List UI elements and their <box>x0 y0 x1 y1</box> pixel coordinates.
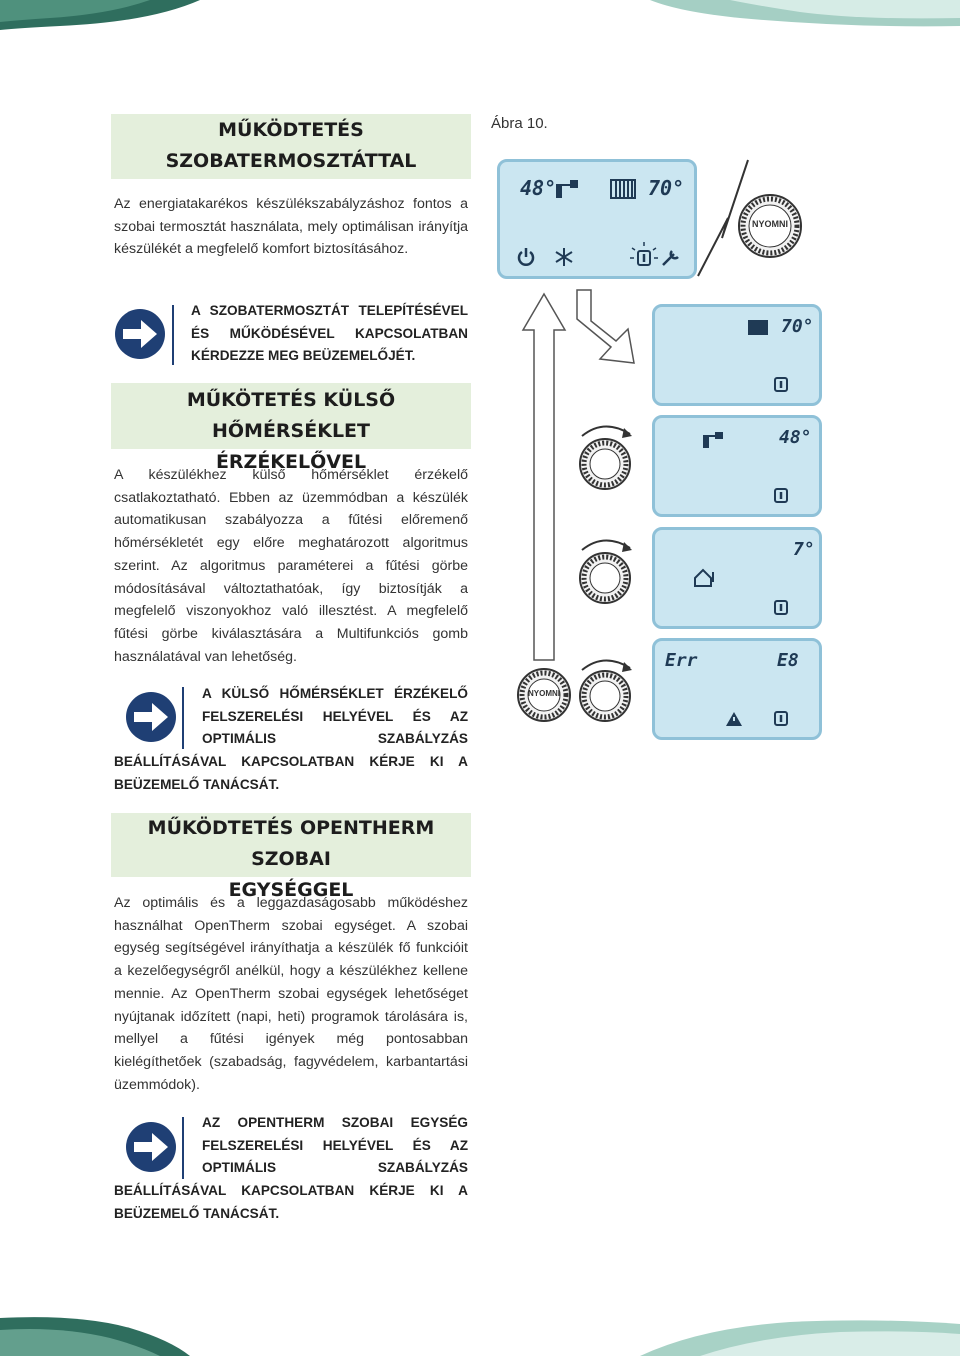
up-arrow-icon <box>520 290 568 662</box>
section-title-line: ÉRZÉKELŐVEL <box>215 451 367 473</box>
house-icon <box>693 568 717 588</box>
note-divider <box>182 1117 184 1179</box>
info-icon <box>773 600 789 616</box>
section-title-box <box>111 114 471 179</box>
power-icon <box>516 247 536 267</box>
screen-value: 48° <box>779 427 812 448</box>
radiator-icon <box>610 178 638 200</box>
knob-label: NYOMNI <box>752 219 788 229</box>
section-title-box <box>111 813 471 901</box>
arrow-right-icon <box>124 1120 178 1174</box>
display-screen <box>652 304 822 406</box>
note-line: FELSZERELÉSI HELYÉVEL ÉS AZ <box>202 1137 468 1153</box>
warning-icon <box>725 711 743 727</box>
ch-temperature: 70° <box>648 176 685 200</box>
radiator-icon <box>747 319 771 337</box>
note-line: FELSZERELÉSI HELYÉVEL ÉS AZ <box>202 708 468 724</box>
note-line: A KÜLSŐ HŐMÉRSÉKLET ÉRZÉKELŐ <box>202 686 468 701</box>
section-paragraph: A készülékhez külső hőmérséklet érzékelő csatlakoztatható. Ebben az üzemmódban a készülék automatikusan szabályozza a fűtési előremenő hőmérsékletét egy előre meghatározott algoritmus szerint. Az algoritmus paraméterei a fűtési görbe módosításával változtathatóak, így biztosítják a megfelelő viszonyokhoz való illesztést. A megfelelő fűtési görbe kiválasztására a Multifunkciós gomb használatával van lehetőség. <box>114 467 468 665</box>
section-title-line: MŰKÖDTETÉS <box>218 119 364 141</box>
section-title-line: SZOBATERMOSZTÁTTAL <box>165 150 417 172</box>
arrow-right-icon <box>124 690 178 744</box>
rotation-knob[interactable] <box>574 654 636 726</box>
note-text: BEÁLLÍTÁSÁVAL KAPCSOLATBAN KÉRJE KI A BEÜZEMELŐ TANÁCSÁT. <box>114 754 468 792</box>
note-divider <box>172 305 174 365</box>
note-divider <box>182 687 184 749</box>
display-screen <box>652 415 822 517</box>
section-title-box <box>111 383 471 473</box>
display-screen <box>652 638 822 740</box>
corner-decoration-bottom-left <box>0 1314 190 1356</box>
section-paragraph: Az optimális és a leggazdaságosabb működéshez használhat OpenTherm szobai egységet. A szobai egység segítségével irányíthatja a készülék fő funkcióit a kezelőegységről anélkül, hogy a készülékhez kellene mennie. Az OpenTherm szobai egységek lehetőséget nyújtanak időzített (napi, heti) programok tárolására is, mellyel a fűtési igények még pontosabban kielégíthetőek (szabadság, fagyvédelem, karbantartási üzemmódok). <box>114 895 468 1093</box>
arrow-right-icon <box>113 307 167 361</box>
tap-icon <box>701 430 727 450</box>
figure-label: Ábra 10. <box>491 115 548 132</box>
section-title-line: MŰKÖDTETÉS OPENTHERM SZOBAI <box>147 817 435 870</box>
info-icon <box>773 488 789 504</box>
corner-decoration-bottom-right <box>640 1314 960 1356</box>
screen-value: E8 <box>777 650 799 671</box>
screen-value: 7° <box>793 539 815 560</box>
section-paragraph: Az energiatakarékos készülékszabályzáshoz fontos a szobai termosztát használata, mely optimálisan irányítja készülékét a megfelelő komfort biztosításához. <box>114 196 468 258</box>
dhw-temperature: 48° <box>520 176 557 200</box>
corner-decoration-top-right <box>650 0 960 30</box>
display-screen <box>652 527 822 629</box>
info-icon <box>773 377 789 393</box>
wrench-icon <box>660 248 682 268</box>
tap-icon <box>554 178 584 200</box>
info-icon <box>773 711 789 727</box>
note-text <box>202 1112 468 1180</box>
corner-decoration-top-left <box>0 0 200 30</box>
section-title-line: EGYSÉGGEL <box>228 879 354 901</box>
note-text <box>202 683 468 751</box>
knob-label: NYOMNI <box>528 689 560 698</box>
rotation-knob[interactable] <box>574 534 636 606</box>
note-text: BEÁLLÍTÁSÁVAL KAPCSOLATBAN KÉRJE KI A BEÜZEMELŐ TANÁCSÁT. <box>114 1183 468 1221</box>
section-title-line: MŰKÖTETÉS KÜLSŐ HŐMÉRSÉKLET <box>186 389 396 442</box>
rotation-knob[interactable] <box>574 420 636 492</box>
note-text: A SZOBATERMOSZTÁT TELEPÍTÉSÉVEL ÉS MŰKÖDÉSÉVEL KAPCSOLATBAN KÉRDEZZE MEG BEÜZEMELŐJÉT. <box>191 303 468 364</box>
info-icon <box>628 240 660 270</box>
note-line: AZ OPENTHERM SZOBAI EGYSÉG <box>202 1115 468 1130</box>
note-line: OPTIMÁLIS SZABÁLYZÁS <box>202 731 468 747</box>
main-display <box>497 159 697 279</box>
note-line: OPTIMÁLIS SZABÁLYZÁS <box>202 1160 468 1176</box>
snowflake-icon <box>554 247 574 267</box>
screen-error-label: Err <box>665 650 698 671</box>
down-arrow-icon <box>574 289 654 369</box>
screen-value: 70° <box>781 316 814 337</box>
